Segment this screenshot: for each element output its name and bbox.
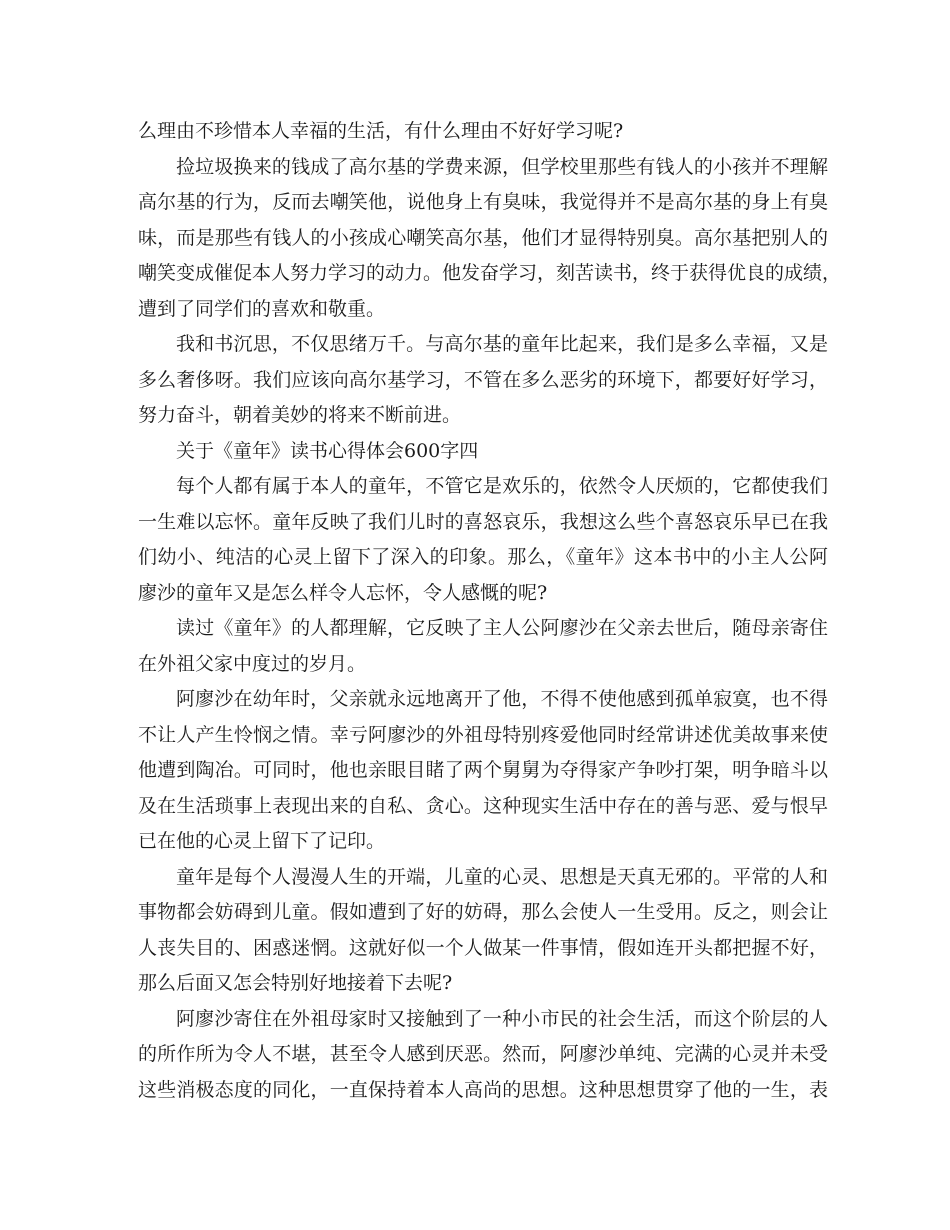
section-heading: 关于《童年》读书心得体会600字四 — [176, 439, 479, 462]
text-line: 的所作所为令人不堪，甚至令人感到厌恶。然而，阿廖沙单纯、完满的心灵并未受 — [138, 1043, 828, 1065]
paragraph-first-line: 我和书沉思，不仅思绪万千。与高尔基的童年比起来，我们是多么幸福，又是 — [176, 333, 828, 355]
text-line: 一生难以忘怀。童年反映了我们儿时的喜怒哀乐，我想这么些个喜怒哀乐早已在我 — [138, 510, 828, 533]
text-line: 们幼小、纯洁的心灵上留下了深入的印象。那么，《童年》这本书中的小主人公阿 — [138, 546, 828, 568]
paragraph-first-line: 童年是每个人漫漫人生的开端，儿童的心灵、思想是天真无邪的。平常的人和 — [176, 865, 828, 888]
paragraph-first-line: 阿廖沙寄住在外祖母家时又接触到了一种小市民的社会生活，而这个阶层的人 — [176, 1007, 828, 1030]
text-line: 高尔基的行为，反而去嘲笑他，说他身上有臭味，我觉得并不是高尔基的身上有臭 — [138, 191, 828, 213]
text-line: 事物都会妨碍到儿童。假如遭到了好的妨碍，那么会使人一生受用。反之，则会让 — [138, 901, 828, 923]
text-line: 及在生活琐事上表现出来的自私、贪心。这种现实生活中存在的善与恶、爱与恨早 — [138, 794, 828, 817]
text-line: 努力奋斗，朝着美妙的将来不断前进。 — [138, 404, 462, 426]
text-line: 这些消极态度的同化，一直保持着本人高尚的思想。这种思想贯穿了他的一生，表 — [138, 1078, 828, 1101]
text-line: 已在他的心灵上留下了记印。 — [138, 830, 386, 852]
paragraph-first-line: 捡垃圾换来的钱成了高尔基的学费来源，但学校里那些有钱人的小孩并不理解 — [176, 155, 828, 178]
text-line: 遭到了同学们的喜欢和敬重。 — [138, 297, 386, 320]
paragraph-first-line: 每个人都有属于本人的童年，不管它是欢乐的，依然令人厌烦的，它都使我们 — [176, 475, 828, 497]
text-line: 他遭到陶冶。可同时，他也亲眼目睹了两个舅舅为夺得家产争吵打架，明争暗斗以 — [138, 759, 828, 781]
paragraph-first-line: 读过《童年》的人都理解，它反映了主人公阿廖沙在父亲去世后，随母亲寄住 — [176, 617, 828, 639]
paragraph-first-line: 阿廖沙在幼年时，父亲就永远地离开了他，不得不使他感到孤单寂寞，也不得 — [176, 688, 828, 710]
text-line: 不让人产生怜悯之情。幸亏阿廖沙的外祖母特别疼爱他同时经常讲述优美故事来使 — [138, 723, 828, 746]
document-body — [138, 114, 842, 1108]
text-line: 味，而是那些有钱人的小孩成心嘲笑高尔基，他们才显得特别臭。高尔基把别人的 — [138, 226, 828, 249]
text-line: 么理由不珍惜本人幸福的生活，有什么理由不好好学习呢? — [138, 120, 624, 142]
text-line: 多么奢侈呀。我们应该向高尔基学习，不管在多么恶劣的环境下，都要好好学习， — [138, 368, 828, 391]
text-line: 那么后面又怎会特别好地接着下去呢? — [138, 972, 453, 994]
text-line: 人丧失目的、困惑迷惘。这就好似一个人做某一件事情，假如连开头都把握不好， — [138, 936, 828, 959]
text-line: 在外祖父家中度过的岁月。 — [138, 652, 367, 675]
text-line: 廖沙的童年又是怎么样令人忘怀，令人感慨的呢? — [138, 581, 548, 604]
text-line: 嘲笑变成催促本人努力学习的动力。他发奋学习，刻苦读书，终于获得优良的成绩， — [138, 262, 842, 284]
